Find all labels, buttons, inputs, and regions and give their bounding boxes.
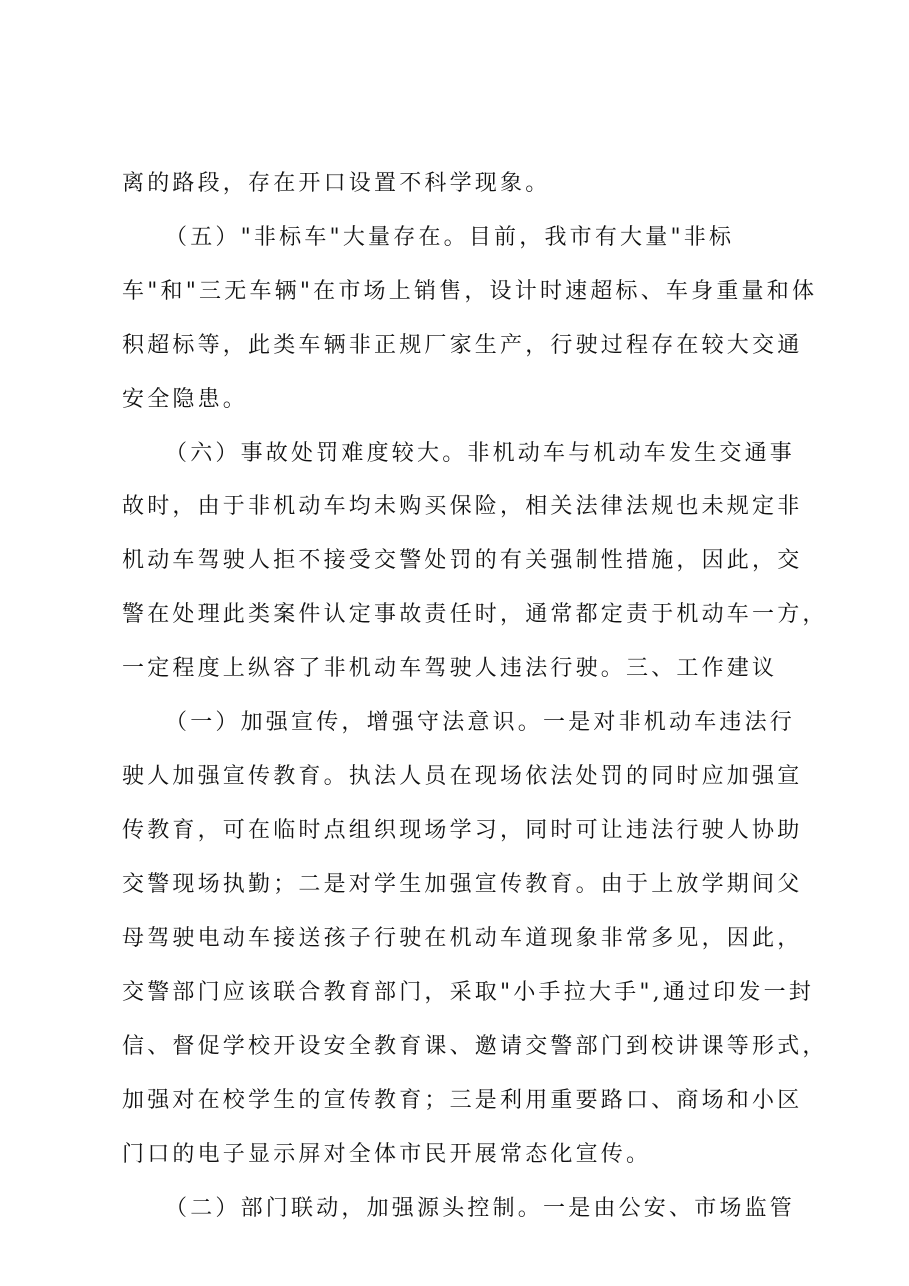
text-line-6: （六）事故处罚难度较大。非机动车与机动车发生交通事 xyxy=(165,441,796,466)
text-line-12: 驶人加强宣传教育。执法人员在现场依法处罚的同时应加强宣 xyxy=(122,764,803,789)
text-line-16: 交警部门应该联合教育部门，采取"小手拉大手",通过印发一封 xyxy=(122,980,815,1005)
text-line-5: 安全隐患。 xyxy=(122,387,249,412)
text-line-15: 母驾驶电动车接送孩子行驶在机动车道现象非常多见，因此， xyxy=(122,926,803,951)
text-line-10: 一定程度上纵容了非机动车驾驶人违法行驶。三、工作建议 xyxy=(122,656,778,681)
text-line-11: （一）加强宣传，增强守法意识。一是对非机动车违法行 xyxy=(165,710,796,735)
text-line-17: 信、督促学校开设安全教育课、邀请交警部门到校讲课等形式， xyxy=(122,1034,828,1059)
text-line-13: 传教育，可在临时点组织现场学习，同时可让违法行驶人协助 xyxy=(122,818,803,843)
text-line-19: 门口的电子显示屏对全体市民开展常态化宣传。 xyxy=(122,1142,652,1167)
text-line-18: 加强对在校学生的宣传教育；三是利用重要路口、商场和小区 xyxy=(122,1088,803,1113)
text-line-20: （二）部门联动，加强源头控制。一是由公安、市场监管 xyxy=(165,1196,796,1221)
text-line-4: 积超标等，此类车辆非正规厂家生产，行驶过程存在较大交通 xyxy=(122,333,803,358)
text-line-9: 警在处理此类案件认定事故责任时，通常都定责于机动车一方， xyxy=(122,602,828,627)
text-line-3: 车"和"三无车辆"在市场上销售，设计时速超标、车身重量和体 xyxy=(122,279,818,304)
text-line-7: 故时，由于非机动车均未购买保险，相关法律法规也未规定非 xyxy=(122,494,803,519)
text-line-2: （五）"非标车"大量存在。目前，我市有大量"非标 xyxy=(165,225,735,250)
text-line-1: 离的路段，存在开口设置不科学现象。 xyxy=(122,171,551,196)
text-line-14: 交警现场执勤；二是对学生加强宣传教育。由于上放学期间父 xyxy=(122,872,803,897)
text-line-8: 机动车驾驶人拒不接受交警处罚的有关强制性措施，因此，交 xyxy=(122,548,803,573)
